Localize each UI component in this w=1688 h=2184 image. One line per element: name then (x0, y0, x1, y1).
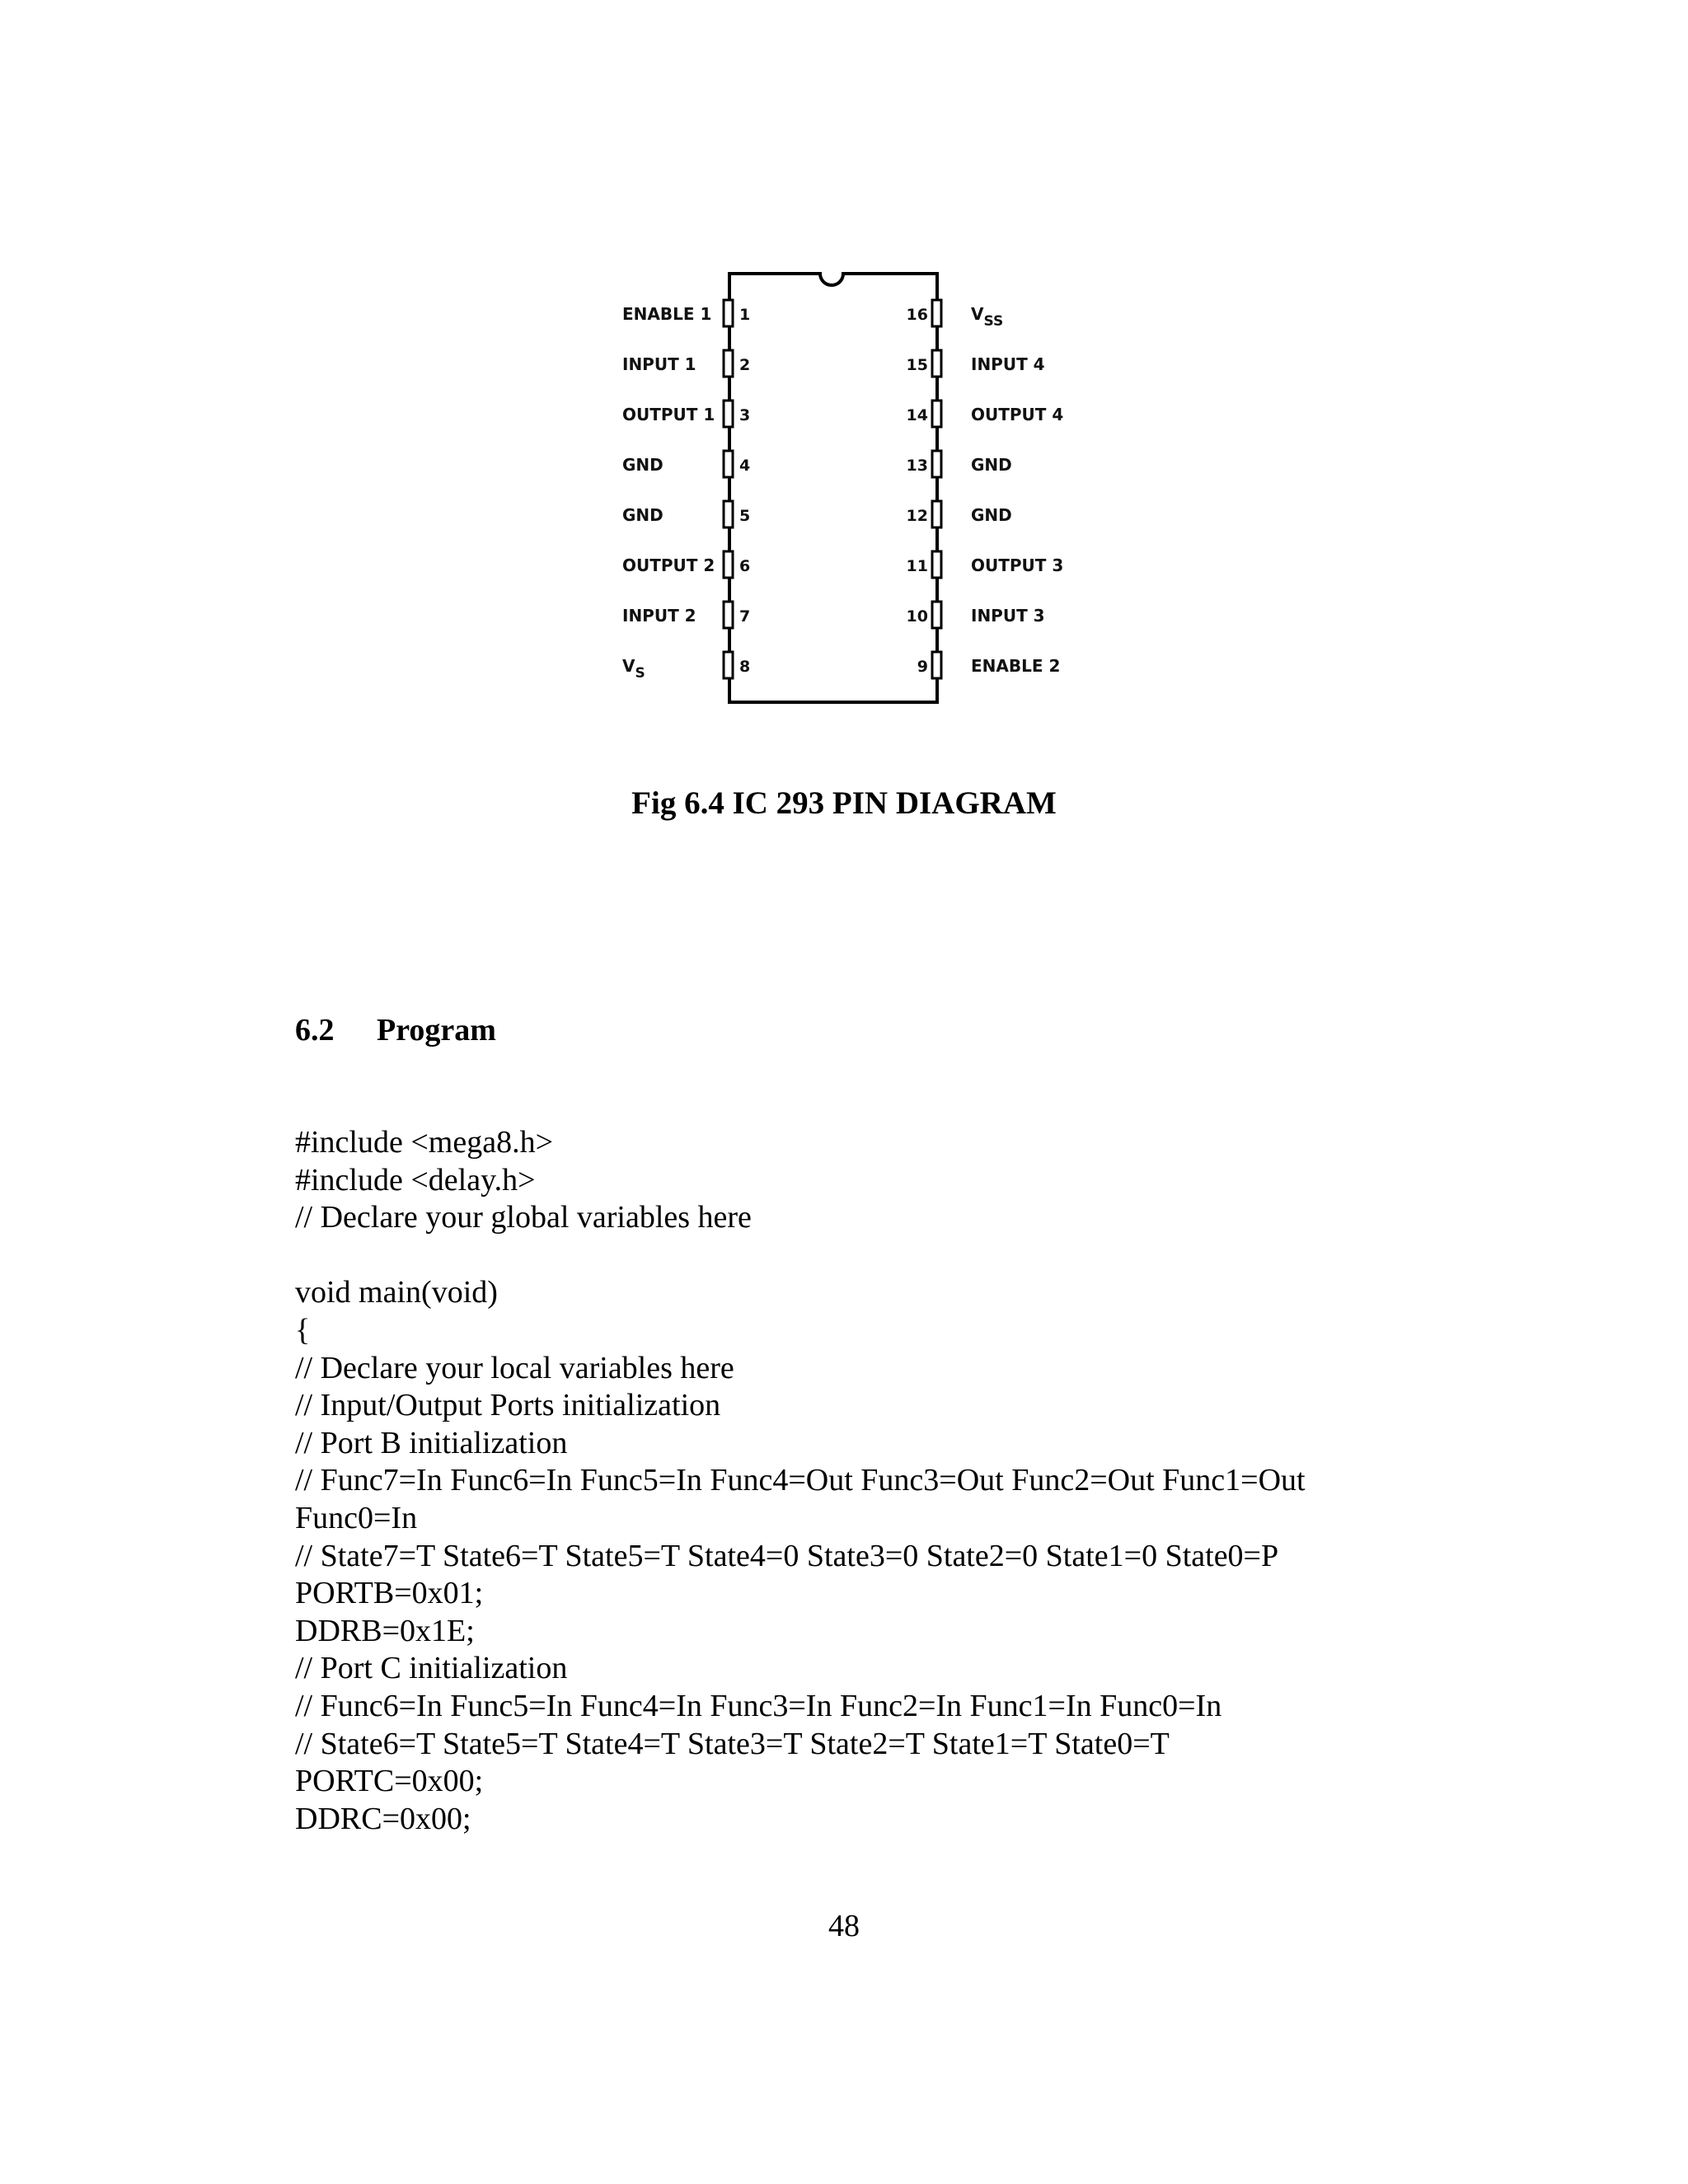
pin-number: 5 (739, 507, 751, 525)
pin-label (622, 656, 645, 682)
code-line: DDRC=0x00; (295, 1801, 471, 1836)
code-line: PORTB=0x01; (295, 1576, 484, 1611)
pin-label (622, 405, 715, 424)
pin-lead (932, 451, 941, 477)
pin-lead (724, 501, 733, 527)
pin-label-text: GND (971, 455, 1012, 475)
pin-lead (932, 602, 941, 628)
pin-label-subscript: S (635, 665, 645, 682)
pin-label (971, 354, 1045, 374)
pin-number: 12 (906, 507, 928, 525)
pin-label-text: INPUT 1 (622, 354, 696, 374)
code-line: DDRB=0x1E; (295, 1613, 475, 1648)
code-line (295, 1237, 1383, 1275)
code-line: #include <mega8.h> (295, 1125, 553, 1160)
pin-number: 4 (739, 457, 751, 475)
pin-number: 13 (906, 457, 928, 475)
code-line: // Port B initialization (295, 1425, 568, 1460)
pin-label-text: OUTPUT 4 (971, 405, 1064, 424)
pin-number: 1 (739, 306, 751, 324)
page-number: 48 (828, 1909, 860, 1943)
code-line: #include <delay.h> (295, 1162, 536, 1197)
pin-number: 14 (906, 406, 928, 424)
pin-label (971, 304, 1003, 330)
code-line: // Port C initialization (295, 1651, 568, 1686)
pin-label (622, 354, 696, 374)
code-line: PORTC=0x00; (295, 1764, 484, 1799)
pin-lead (932, 551, 941, 578)
pin-lead (724, 451, 733, 477)
pin-label (971, 405, 1063, 424)
pin-number: 16 (906, 306, 928, 324)
pin-number: 8 (739, 658, 751, 676)
code-line: // Func7=In Func6=In Func5=In Func4=Out Func3=Out Func2=Out Func1=Out (295, 1463, 1306, 1498)
pin-lead (724, 300, 733, 326)
pin-number: 7 (739, 607, 751, 626)
pin-label-text: GND (622, 455, 663, 475)
pin-label (971, 455, 1012, 475)
pin-label-text: OUTPUT 1 (622, 405, 715, 424)
code-line: // Input/Output Ports initialization (295, 1388, 721, 1423)
section-title: Program (377, 1013, 496, 1047)
pin-label (971, 555, 1063, 575)
pin-label (622, 455, 663, 475)
pin-label (622, 555, 715, 575)
pin-label (622, 606, 696, 626)
code-line: // Declare your global variables here (295, 1200, 752, 1235)
section-number: 6.2 (295, 1013, 335, 1047)
pin-lead (724, 602, 733, 628)
pin-lead (724, 551, 733, 578)
pin-label-text: GND (971, 505, 1012, 525)
pin-label-text: V (622, 656, 635, 676)
pin-label-text: INPUT 2 (622, 606, 696, 626)
pin-number: 6 (739, 557, 751, 575)
pin-label-text: ENABLE 2 (971, 656, 1061, 676)
pin-label (622, 304, 711, 324)
pin-label-text: GND (622, 505, 663, 525)
pin-lead (932, 652, 941, 678)
pin-number: 15 (906, 356, 928, 374)
pin-number: 10 (906, 607, 928, 626)
pin-lead (932, 501, 941, 527)
pin-label-text: OUTPUT 3 (971, 555, 1064, 575)
ic-pin-diagram (610, 268, 1071, 713)
code-line: // State6=T State5=T State4=T State3=T State2=T State1=T State0=T (295, 1726, 1170, 1761)
pin-label (971, 505, 1012, 525)
pin-number: 9 (917, 658, 928, 676)
pin-lead (932, 350, 941, 377)
code-line: // State7=T State6=T State5=T State4=0 State3=0 State2=0 State1=0 State0=P (295, 1538, 1279, 1573)
section-heading (295, 1010, 496, 1051)
pin-number: 11 (906, 557, 928, 575)
code-line: Func0=In (295, 1500, 418, 1535)
pin-label (622, 505, 663, 525)
figure-caption: Fig 6.4 IC 293 PIN DIAGRAM (631, 785, 1057, 821)
pin-lead (724, 401, 733, 427)
code-line: // Func6=In Func5=In Func4=In Func3=In Func2=In Func1=In Func0=In (295, 1688, 1222, 1723)
pin-lead (724, 652, 733, 678)
pin-label-text: INPUT 3 (971, 606, 1045, 626)
code-line: void main(void) (295, 1275, 498, 1310)
pin-label-subscript: SS (983, 313, 1004, 330)
pin-number: 2 (739, 356, 751, 374)
pin-label-text: INPUT 4 (971, 354, 1045, 374)
code-line: // Declare your local variables here (295, 1350, 734, 1385)
pin-lead (724, 350, 733, 377)
pin-lead (932, 300, 941, 326)
program-code (295, 1124, 1383, 1838)
pin-label-text: V (971, 304, 984, 324)
ic-body (729, 274, 937, 702)
pin-label (971, 606, 1045, 626)
pin-lead (932, 401, 941, 427)
code-line: { (295, 1312, 311, 1347)
pin-label-text: ENABLE 1 (622, 304, 712, 324)
pin-label-text: OUTPUT 2 (622, 555, 715, 575)
pin-label (971, 656, 1060, 676)
pin-number: 3 (739, 406, 751, 424)
